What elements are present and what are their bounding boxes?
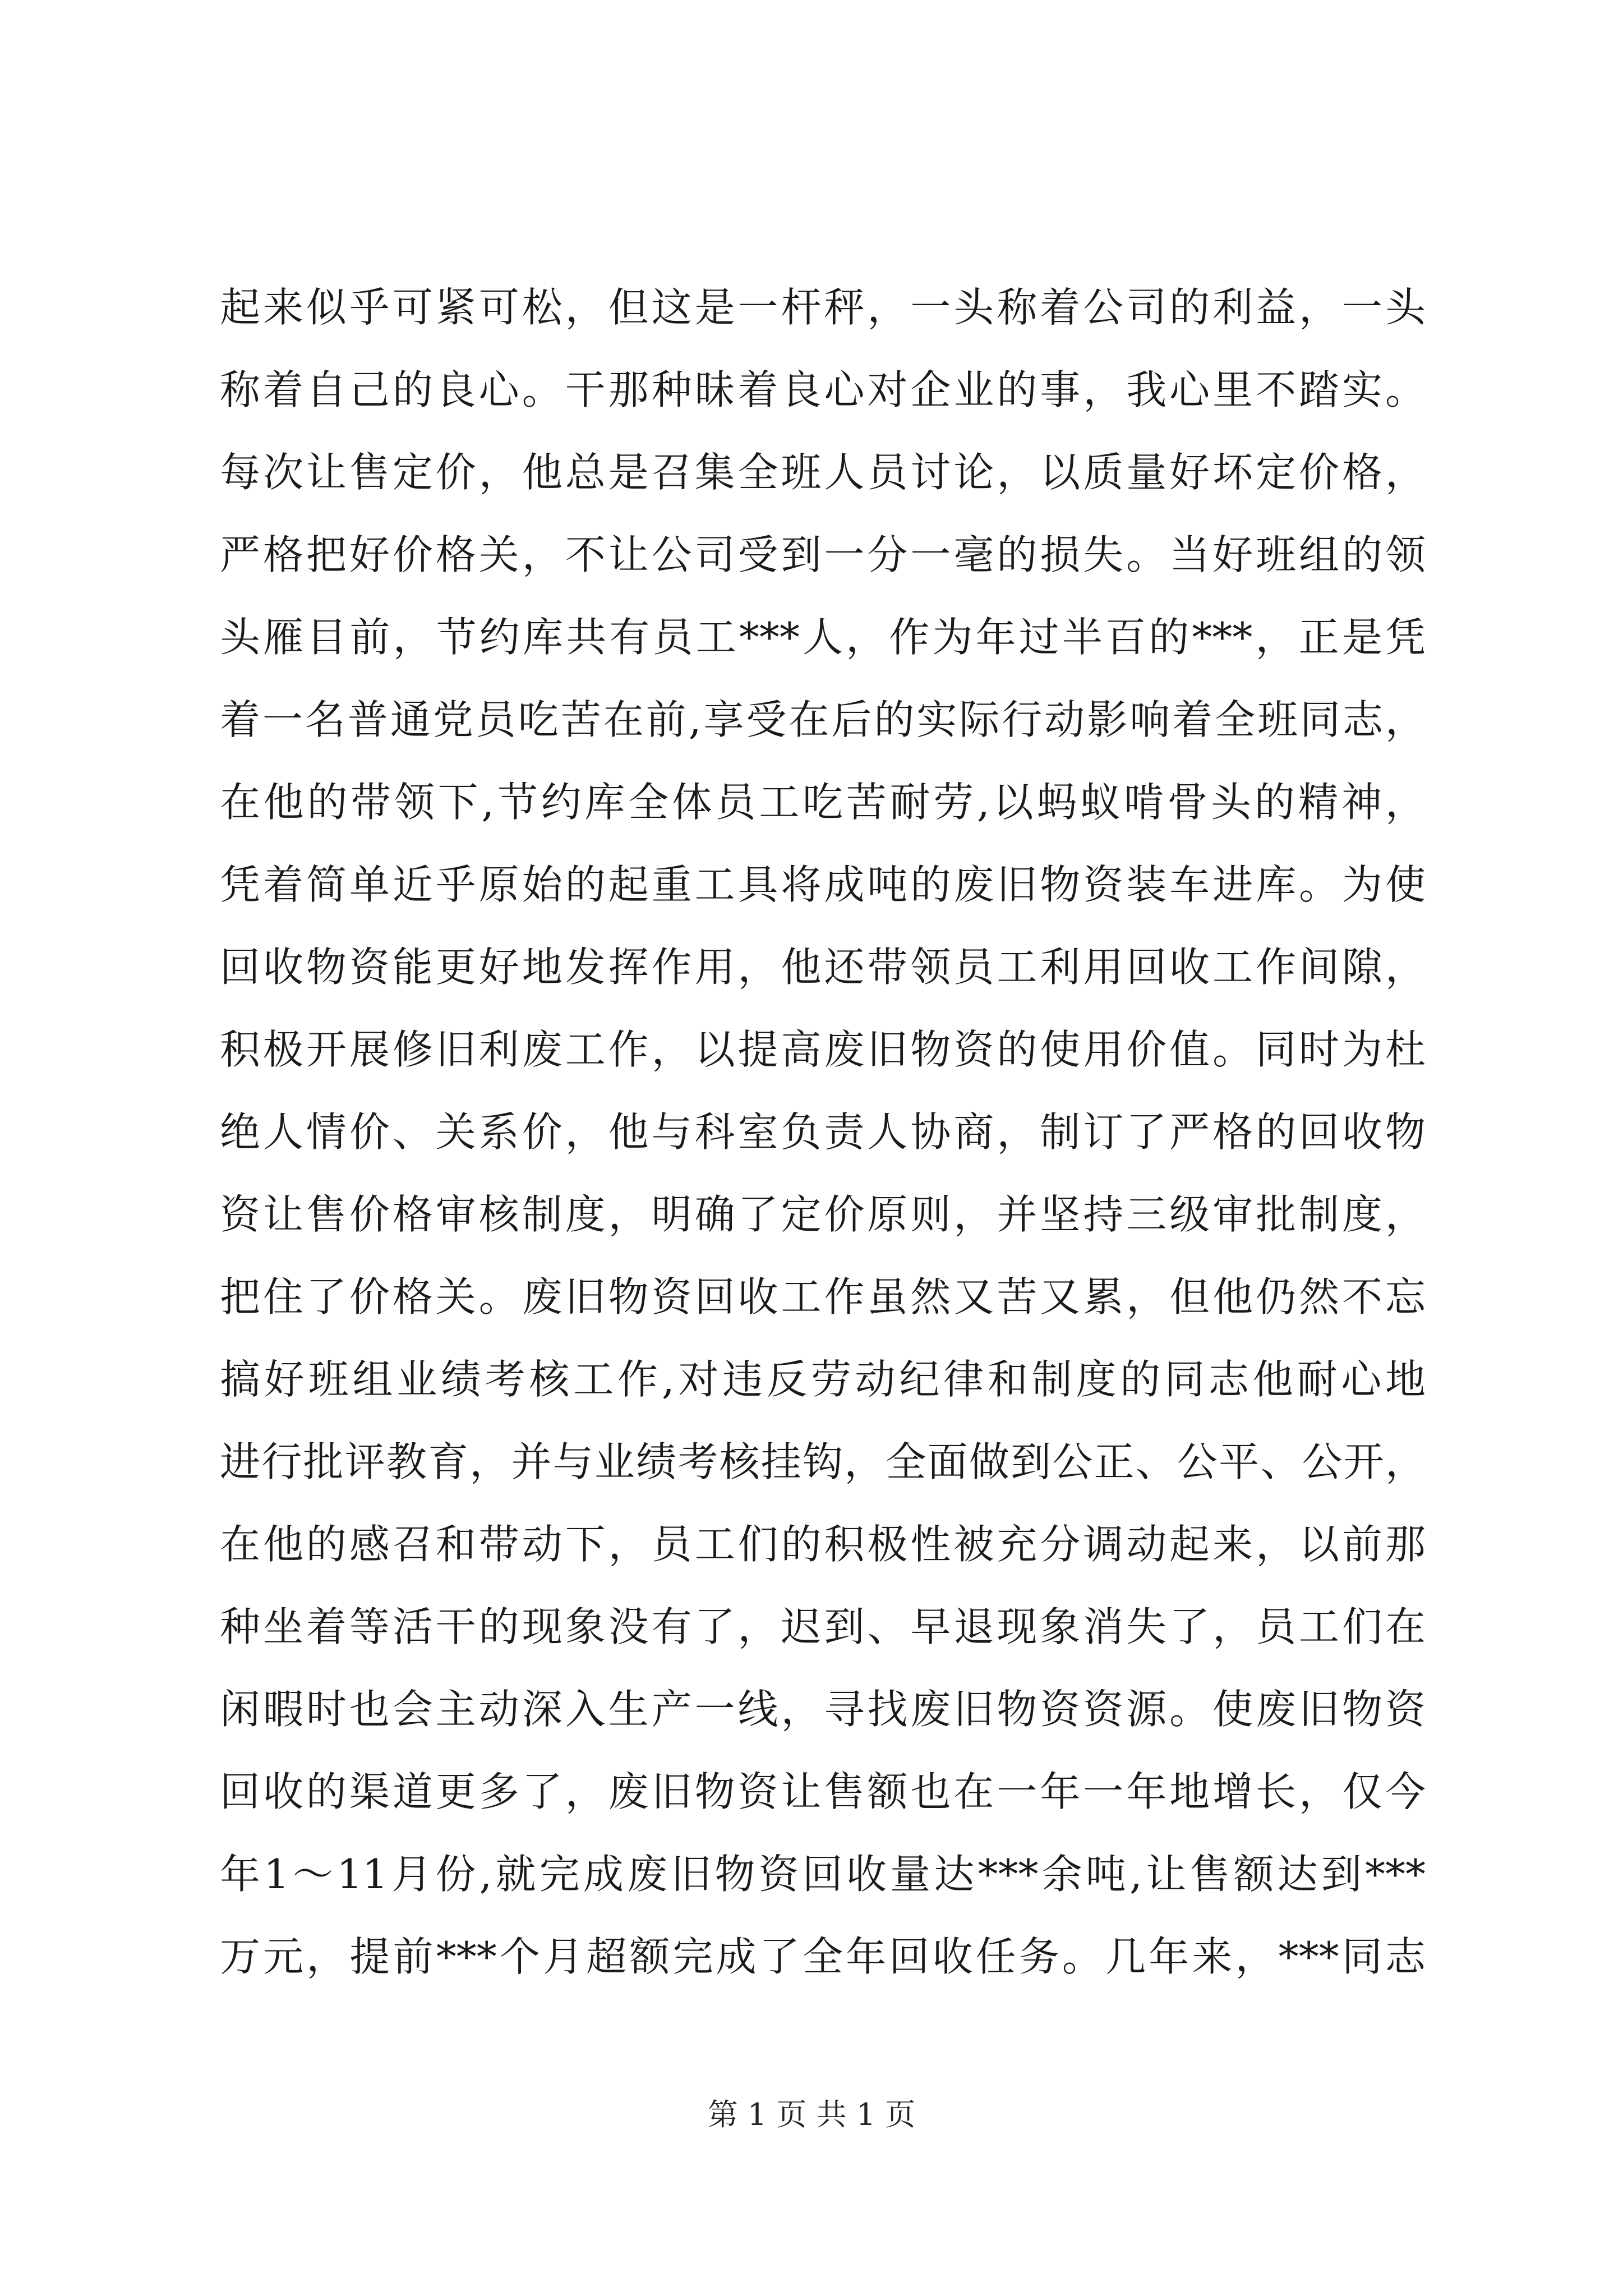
text-line: 起来似乎可紧可松，但这是一杆秤，一头称着公司的利益，一头 [220, 284, 1426, 331]
text-line: 积极开展修旧利废工作，以提高废旧物资的使用价值。同时为杜 [220, 1026, 1426, 1073]
text-line: 进行批评教育，并与业绩考核挂钩，全面做到公正、公平、公开， [220, 1438, 1426, 1485]
page-number: 第 1 页 共 1 页 [707, 2097, 916, 2132]
text-line: 每次让售定价，他总是召集全班人员讨论，以质量好坏定价格， [220, 449, 1426, 496]
text-line: 在他的带领下,节约库全体员工吃苦耐劳,以蚂蚁啃骨头的精神， [220, 779, 1426, 826]
text-line: 闲暇时也会主动深入生产一线，寻找废旧物资资源。使废旧物资 [220, 1686, 1426, 1733]
text-line: 头雁目前，节约库共有员工***人，作为年过半百的***，正是凭 [220, 614, 1426, 661]
page-footer [0, 2092, 1623, 2137]
text-line: 回收的渠道更多了，废旧物资让售额也在一年一年地增长，仅今 [220, 1768, 1426, 1815]
text-line: 把住了价格关。废旧物资回收工作虽然又苦又累，但他仍然不忘 [220, 1273, 1426, 1320]
text-line: 严格把好价格关，不让公司受到一分一毫的损失。当好班组的领 [220, 531, 1426, 578]
text-line: 着一名普通党员吃苦在前,享受在后的实际行动影响着全班同志， [220, 696, 1426, 743]
text-line: 种坐着等活干的现象没有了，迟到、早退现象消失了，员工们在 [220, 1603, 1426, 1650]
text-line: 绝人情价、关系价，他与科室负责人协商，制订了严格的回收物 [220, 1108, 1426, 1156]
text-line: 万元，提前***个月超额完成了全年回收任务。几年来，***同志 [220, 1933, 1426, 1980]
text-line: 在他的感召和带动下，员工们的积极性被充分调动起来，以前那 [220, 1521, 1426, 1568]
text-line: 搞好班组业绩考核工作,对违反劳动纪律和制度的同志他耐心地 [220, 1356, 1426, 1403]
text-line: 回收物资能更好地发挥作用，他还带领员工利用回收工作间隙， [220, 944, 1426, 991]
text-line: 资让售价格审核制度，明确了定价原则，并坚持三级审批制度， [220, 1191, 1426, 1238]
text-line: 年1～11月份,就完成废旧物资回收量达***余吨,让售额达到*** [220, 1851, 1426, 1898]
text-line: 称着自己的良心。干那种昧着良心对企业的事，我心里不踏实。 [220, 366, 1426, 413]
text-line: 凭着简单近乎原始的起重工具将成吨的废旧物资装车进库。为使 [220, 861, 1426, 908]
